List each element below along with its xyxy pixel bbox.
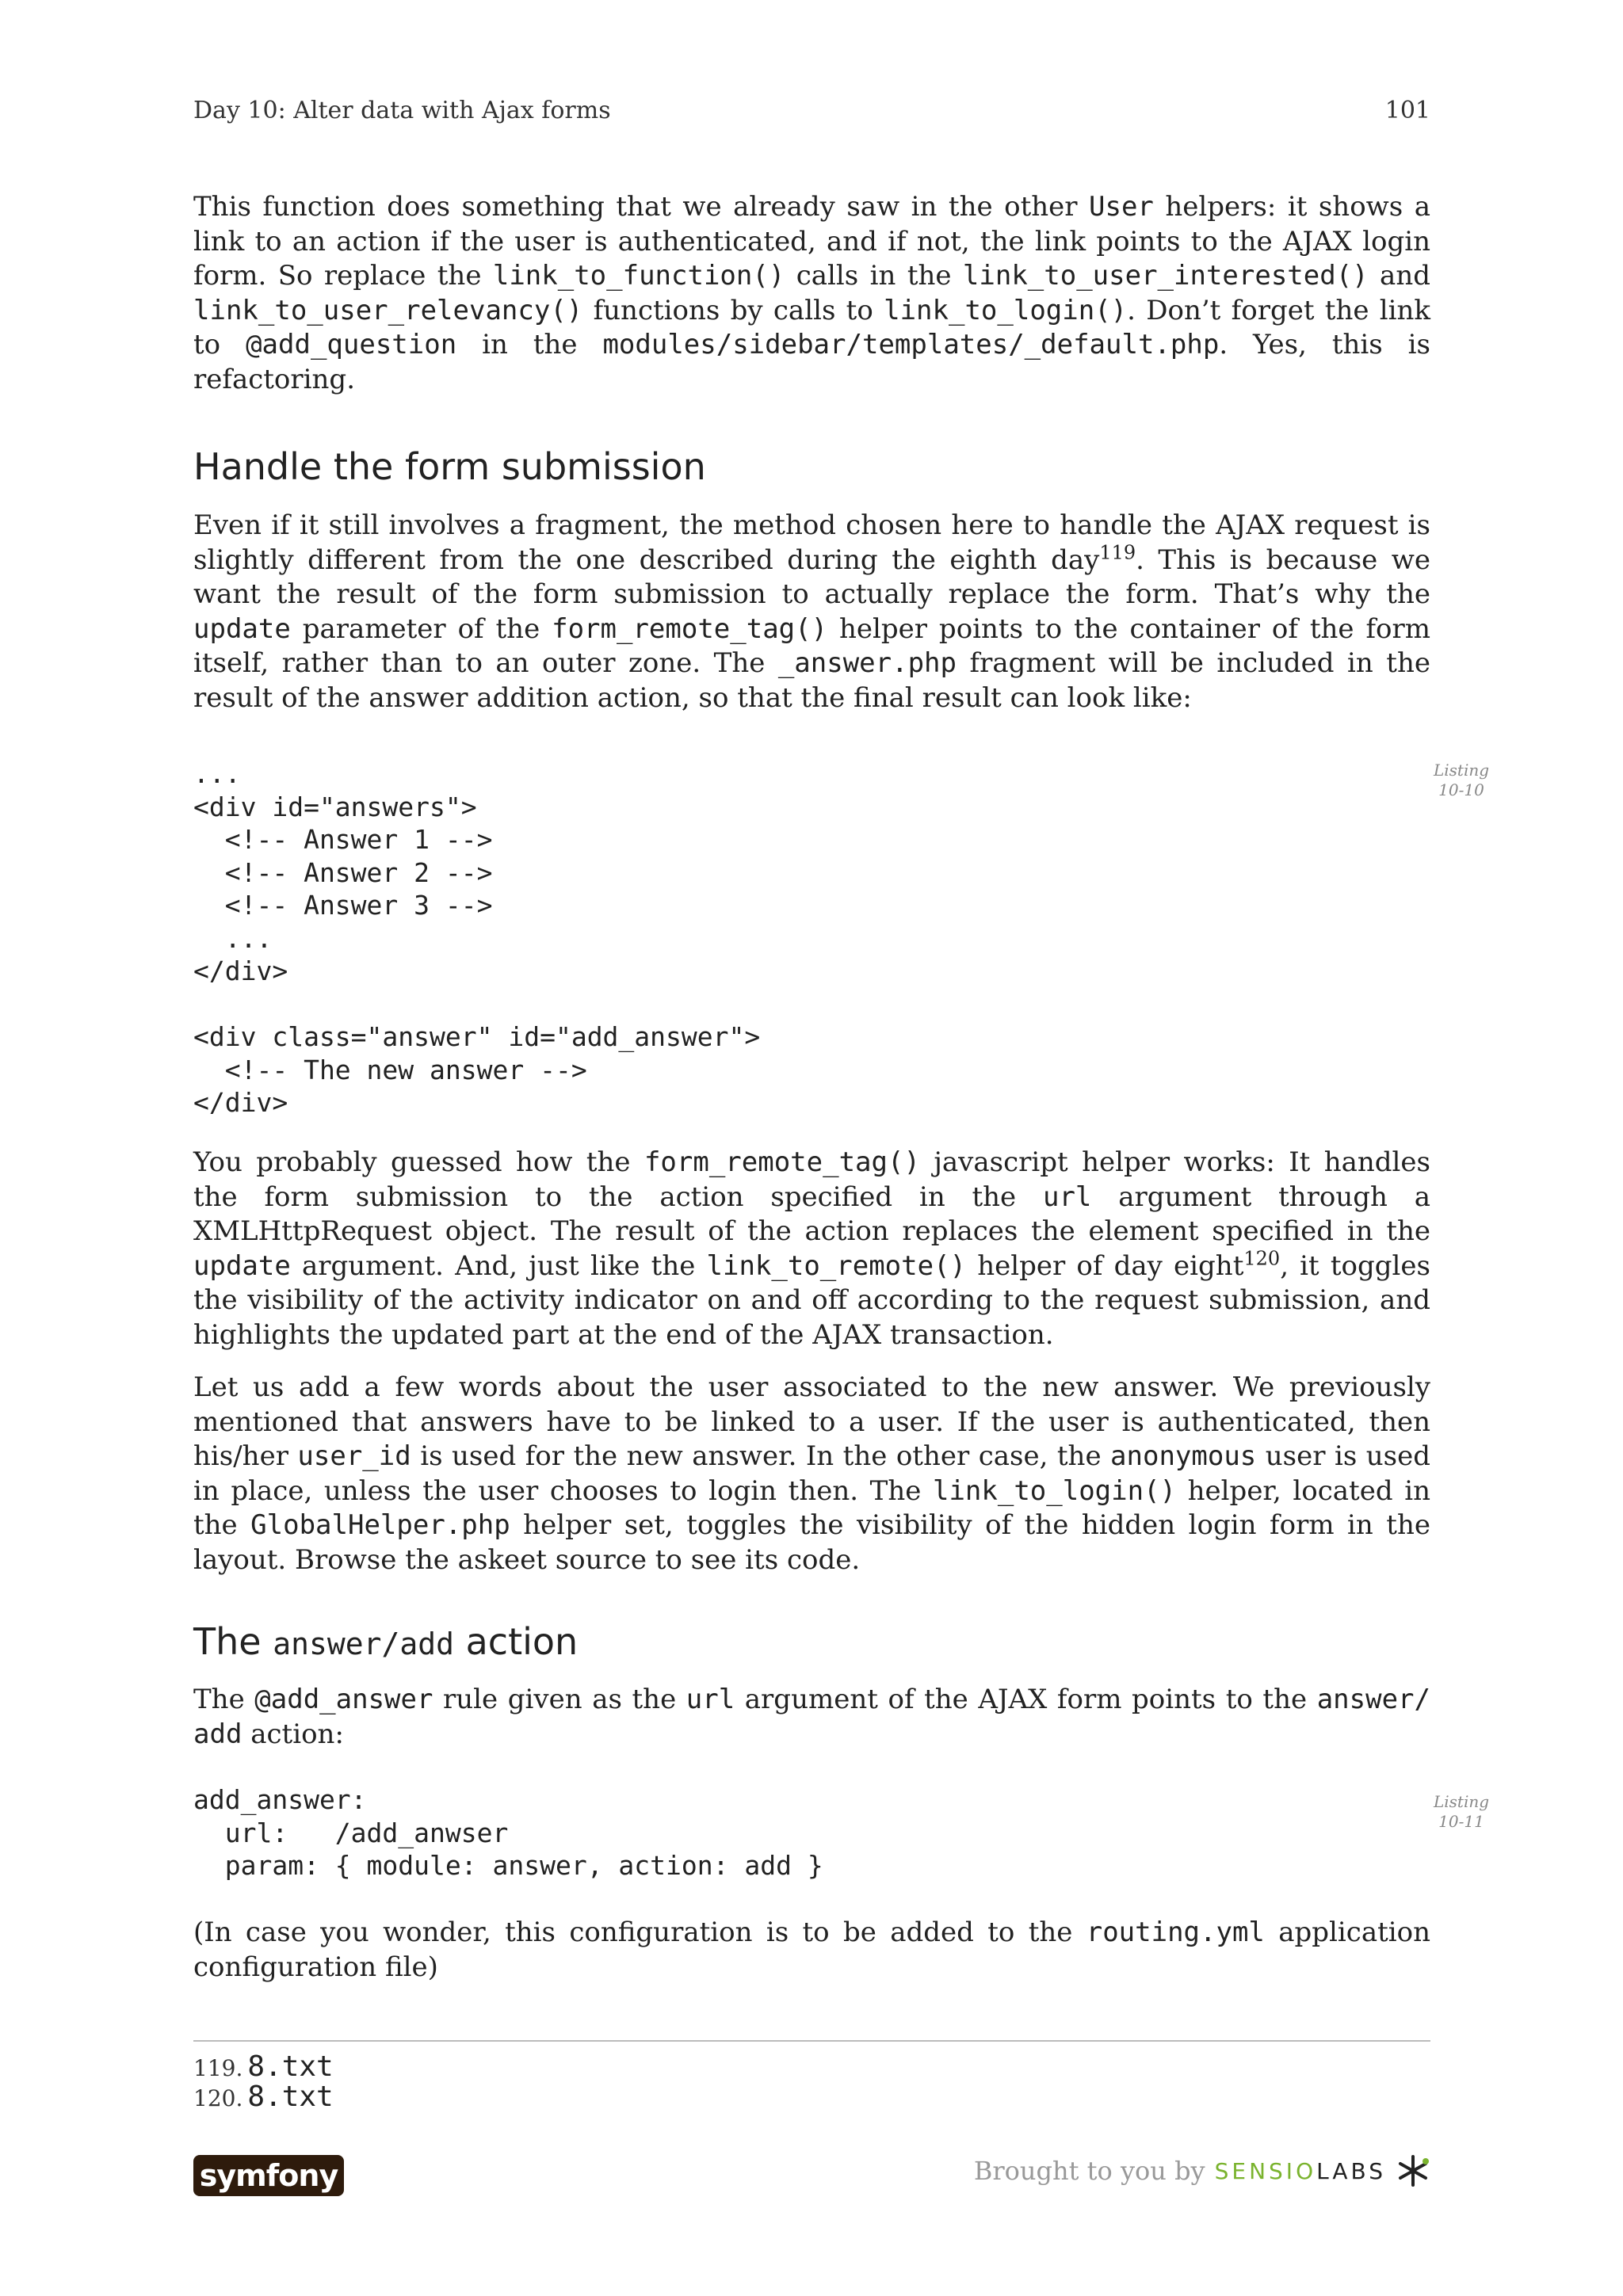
text: functions by calls to — [582, 294, 884, 326]
inline-code: url — [685, 1684, 735, 1715]
section-heading-form-submission: Handle the form submission — [193, 445, 706, 488]
paragraph-intro — [193, 190, 1430, 397]
text: Even if it still involves a fragment, the method chosen here to handle the AJAX request is slightly different from the one described during the eighth day — [193, 509, 1430, 576]
inline-code: link_to_user_relevancy() — [193, 294, 583, 326]
footnote-120 — [193, 2082, 334, 2114]
listing-label-10-10: Listing 10-10 — [1433, 761, 1490, 799]
section-heading-answer-add — [193, 1620, 578, 1663]
footnote-link[interactable]: 8.txt — [247, 2050, 334, 2083]
code-listing-10-10: ... <div id="answers"> <!-- Answer 1 --> <!-- Answer 2 --> <!-- Answer 3 --> ... </div> <div class="answer" id="add_answer"> <!-- The new answer --> </div> — [193, 758, 761, 1118]
chapter-title: Day 10: Alter data with Ajax forms — [193, 97, 611, 124]
text: helper, located in the — [193, 1474, 1430, 1541]
paragraph-form-remote-tag — [193, 1146, 1430, 1352]
footnote-divider — [193, 2040, 1430, 2042]
inline-code: update — [193, 612, 291, 645]
code-listing-10-11: add_answer: url: /add_anwser param: { module: answer, action: add } — [193, 1784, 823, 1881]
inline-code: form_remote_tag() — [552, 612, 828, 645]
text: The — [193, 1684, 255, 1715]
inline-code: link_to_user_interested() — [962, 260, 1369, 292]
paragraph-form-submission — [193, 509, 1430, 715]
text: . Don’t forget the link to — [193, 294, 1430, 360]
inline-code: form_remote_tag() — [643, 1146, 920, 1178]
inline-code: @add_answer — [254, 1684, 433, 1715]
text: action — [453, 1620, 579, 1663]
text: . This is because we want the result of the form submission to actually replace the form. That’s why the — [193, 543, 1430, 610]
inline-code: @add_question — [246, 329, 457, 360]
inline-code: link_to_login() — [884, 294, 1128, 326]
paragraph-routing-note — [193, 1916, 1430, 1985]
text: action: — [242, 1718, 344, 1750]
logo-text: SENSIO — [1214, 2157, 1317, 2184]
sensiolabs-logo — [1215, 2158, 1386, 2184]
text: argument. And, just like the — [290, 1249, 707, 1282]
logo-text: LABS — [1316, 2157, 1386, 2184]
listing-label-10-11: Listing 10-11 — [1433, 1792, 1490, 1831]
text: fragment will be included in the result of the answer addition action, so that the final result can look like: — [193, 647, 1430, 714]
paragraph-user-association — [193, 1371, 1430, 1577]
inline-code: User — [1089, 191, 1154, 223]
text: javascript helper works: It handles the form submission to the action specified in the — [193, 1146, 1430, 1213]
text: in the — [456, 329, 603, 360]
text: , it toggles the visibility of the activity indicator on and off according to the request submission, and highlights the updated part at the end of the AJAX transaction. — [193, 1249, 1430, 1351]
text: user is used in place, unless the user chooses to login then. The — [193, 1440, 1430, 1507]
text: The — [193, 1620, 273, 1663]
inline-code: link_to_login() — [932, 1474, 1177, 1507]
symfony-logo: symfony — [193, 2155, 344, 2196]
text: You probably guessed how the — [193, 1146, 644, 1178]
inline-code: answer/ add — [193, 1684, 1430, 1750]
footnote-119 — [193, 2052, 334, 2084]
text: Let us add a few words about the user associated to the new answer. We previously mentioned that answers have to be linked to a user. If the user is authenticated, then his/her — [193, 1371, 1430, 1472]
text: argument of the AJAX form points to the — [735, 1684, 1317, 1715]
inline-code: link_to_remote() — [706, 1249, 967, 1282]
inline-code: _answer.php — [777, 647, 957, 679]
text: rule given as the — [433, 1684, 686, 1715]
inline-code: url — [1042, 1180, 1092, 1213]
text: . Yes, this is refactoring. — [193, 329, 1430, 395]
text: is used for the new answer. In the other case, the — [411, 1440, 1111, 1472]
text: (In case you wonder, this configuration is to be added to the — [193, 1917, 1086, 1948]
inline-code: link_to_function() — [492, 260, 785, 292]
inline-code: update — [193, 1249, 291, 1282]
inline-code: user_id — [297, 1440, 411, 1472]
text: and — [1368, 260, 1430, 292]
text: argument through a XMLHttpRequest object. The result of the action replaces the element specified in the — [193, 1180, 1430, 1247]
text: helper of day eight — [966, 1249, 1244, 1282]
text: This function does something that we already saw in the other — [193, 191, 1090, 223]
footnote-link[interactable]: 8.txt — [247, 2081, 334, 2113]
footnote-ref-120[interactable]: 120 — [1243, 1247, 1281, 1270]
text: helper points to the container of the form itself, rather than to an outer zone. The — [193, 612, 1430, 679]
inline-code: modules/sidebar/templates/_default.php — [602, 329, 1220, 360]
text: calls in the — [785, 260, 963, 292]
footnote-ref-119[interactable]: 119 — [1099, 541, 1136, 564]
text: parameter of the — [290, 612, 552, 645]
credit-text: Brought to you by — [973, 2156, 1205, 2186]
text: application configuration file) — [193, 1917, 1430, 1983]
sensiolabs-asterisk-icon — [1396, 2153, 1430, 2188]
text: helper set, toggles the visibility of the hidden login form in the layout. Browse the askeet source to see its code. — [193, 1509, 1430, 1576]
footnote-number: 119. — [193, 2055, 243, 2081]
running-header — [193, 97, 1430, 132]
footnote-number: 120. — [193, 2085, 243, 2111]
inline-code: routing.yml — [1086, 1917, 1265, 1948]
inline-code: anonymous — [1110, 1440, 1257, 1472]
paragraph-add-answer-rule — [193, 1683, 1430, 1752]
page-number: 101 — [1384, 97, 1430, 124]
inline-code: GlobalHelper.php — [250, 1509, 510, 1541]
text: helpers: it shows a link to an action if the user is authenticated, and if not, the link points to the AJAX login form. So replace the — [193, 191, 1430, 292]
sponsor-credit — [974, 2153, 1430, 2188]
inline-code: answer/add — [273, 1627, 454, 1661]
